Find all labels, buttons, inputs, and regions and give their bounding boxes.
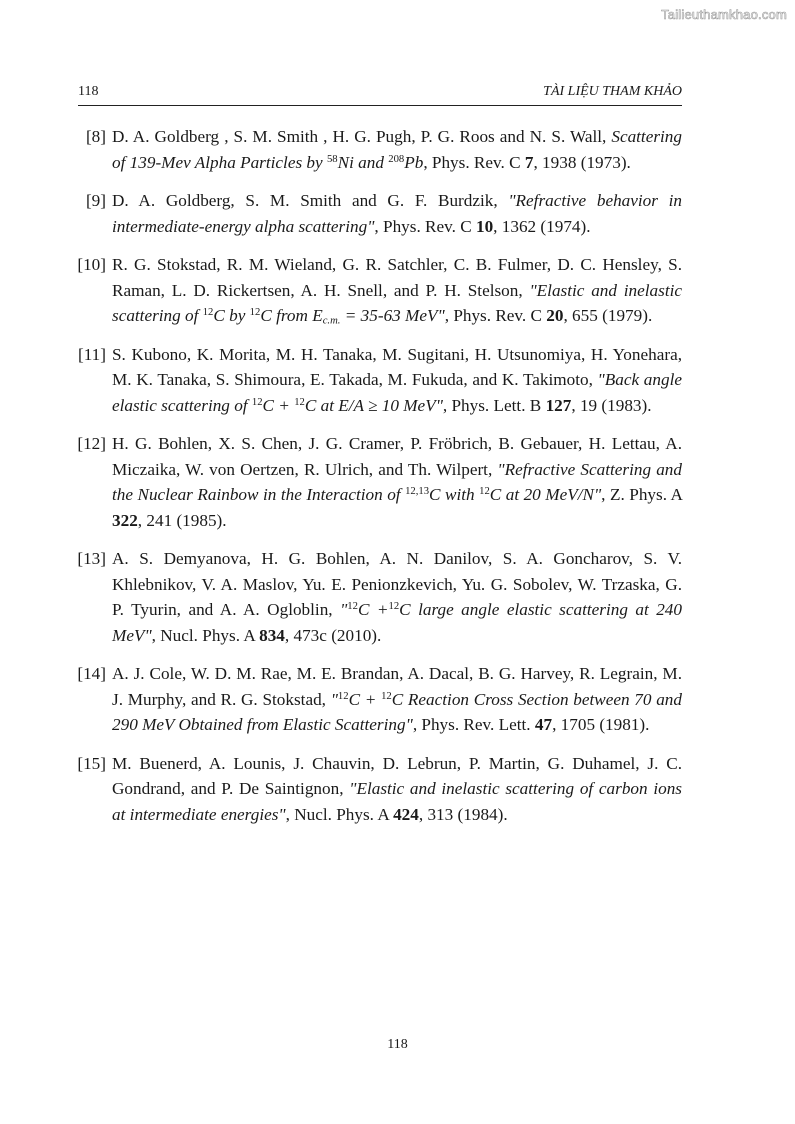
reference-text-fragment: , Phys. Rev. Lett. [412, 715, 535, 734]
reference-number: [8] [85, 127, 106, 146]
subscript: c.m. [322, 315, 341, 327]
reference-title-fragment: = 35-63 MeV" [340, 306, 445, 325]
reference-title-fragment: C + [348, 689, 382, 709]
reference-text-fragment: S. Kubono, K. Morita, M. H. Tanaka, M. Sugitani, H. Utsunomiya, H. Yonehara, M. K. Tanaka, S. Shimoura, E. Takada, M. Fukuda, and K. Takimoto, [112, 344, 682, 389]
volume-number: 127 [545, 395, 572, 415]
reference-item [76, 751, 682, 828]
reference-text-fragment: , 19 (1983). [571, 395, 652, 415]
reference-item [76, 124, 682, 175]
superscript: 12 [347, 601, 358, 613]
reference-title-fragment: Ni and [337, 152, 389, 172]
superscript: 12 [294, 396, 305, 408]
volume-number: 424 [393, 804, 419, 824]
reference-number: [11] [78, 344, 106, 364]
reference-text-fragment: A. S. Demyanova, H. G. Bohlen, A. N. Danilov, S. A. Goncharov, S. V. Khlebnikov, V. A. Maslov, Yu. E. Penionzkevich, Yu. G. Sobolev, W. Trzaska, G. P. Tyurin, and A. A. Ogloblin, [112, 549, 682, 619]
reference-title-fragment: C with [429, 485, 480, 504]
reference-text-fragment: M. Buenerd, A. Lounis, J. Chauvin, D. Lebrun, P. Martin, G. Duhamel, J. C. Gondrand, and P. De Saintignon, [112, 753, 682, 798]
reference-text-fragment: D. A. Goldberg , S. M. Smith , H. G. Pugh, P. G. Roos and N. S. Wall, [112, 127, 612, 146]
reference-number: [13] [77, 549, 106, 568]
reference-item [76, 342, 682, 419]
volume-number: 834 [259, 625, 285, 645]
superscript: 12 [381, 690, 392, 702]
superscript: 208 [388, 153, 405, 165]
watermark-text: Tailieuthamkhao.com [661, 7, 787, 22]
superscript: 12 [251, 396, 263, 408]
reference-text-fragment: , 241 (1985). [137, 510, 227, 530]
reference-text-fragment: , 1705 (1981). [552, 715, 650, 734]
volume-number: 7 [524, 152, 534, 172]
reference-text-fragment: , 1362 (1974). [493, 216, 591, 236]
reference-item [76, 661, 682, 738]
reference-title-fragment: C large angle elastic scattering at 240 MeV" [112, 600, 682, 645]
reference-item [76, 252, 682, 329]
reference-text [112, 345, 682, 415]
reference-title-fragment: C at 20 MeV/N" [489, 485, 602, 504]
reference-title-fragment: "Elastic and inelastic scattering of carbon ions at intermediate energies" [112, 779, 682, 824]
header-divider [78, 105, 682, 106]
reference-title-fragment: Pb [404, 152, 424, 172]
reference-title-fragment: "Elastic and inelastic scattering of [112, 280, 682, 325]
reference-title-fragment: "Refractive behavior in intermediate-energy alpha scattering" [112, 191, 682, 236]
page-header [78, 84, 682, 104]
reference-text-fragment: , 473c (2010). [284, 625, 382, 645]
reference-text [112, 434, 682, 530]
reference-text-fragment: A. J. Cole, W. D. M. Rae, M. E. Brandan, A. Dacal, B. G. Harvey, R. Legrain, M. J. Murphy, and R. G. Stokstad, [112, 664, 682, 709]
reference-text-fragment: , Nucl. Phys. A [285, 804, 394, 824]
reference-number: [12] [77, 434, 106, 453]
reference-text-fragment: , Z. Phys. A [601, 485, 682, 504]
reference-text-fragment: , 655 (1979). [563, 306, 653, 325]
reference-text-fragment: , 313 (1984). [418, 804, 508, 824]
reference-text-fragment: D. A. Goldberg, S. M. Smith and G. F. Burdzik, [112, 191, 509, 210]
page-footer-number: 118 [387, 1037, 408, 1052]
reference-text [112, 664, 682, 734]
reference-text-fragment: , 1938 (1973). [533, 152, 631, 172]
reference-title-fragment: C from E [260, 306, 323, 325]
superscript: 12 [202, 307, 214, 319]
reference-text-fragment: , Nucl. Phys. A [151, 625, 260, 645]
reference-number: [14] [77, 664, 106, 683]
reference-item [76, 188, 682, 239]
reference-title-fragment: " [330, 689, 338, 709]
superscript: 12 [337, 690, 349, 702]
reference-text [112, 191, 682, 236]
reference-title-fragment: "Refractive Scattering and the Nuclear Rainbow in the Interaction of [112, 459, 682, 504]
reference-text-fragment: R. G. Stokstad, R. M. Wieland, G. R. Satchler, C. B. Fulmer, D. C. Hensley, S. Raman, L. D. Rickertsen, A. H. Snell, and P. H. Stelson, [112, 255, 682, 300]
reference-title-fragment: C + [262, 395, 295, 415]
superscript: 12 [249, 307, 261, 319]
reference-title-fragment: Scattering of 139-Mev Alpha Particles by [112, 127, 682, 172]
volume-number: 47 [534, 715, 553, 734]
reference-number: [10] [77, 255, 106, 274]
superscript: 12 [388, 601, 400, 613]
reference-number: [15] [77, 753, 106, 773]
reference-text-fragment: , Phys. Lett. B [442, 395, 546, 415]
reference-title-fragment: "Back angle elastic scattering of [112, 370, 682, 415]
reference-text [112, 754, 682, 824]
reference-title-fragment: C at E/A ≥ 10 MeV" [304, 395, 443, 415]
reference-text [112, 127, 682, 172]
reference-text [112, 255, 682, 325]
reference-item [76, 431, 682, 533]
reference-title-fragment: C by [213, 306, 250, 325]
reference-item [76, 546, 682, 648]
reference-text [112, 549, 682, 645]
volume-number: 20 [546, 306, 564, 325]
header-page-number: 118 [78, 84, 99, 99]
running-title: TÀI LIỆU THAM KHẢO [543, 84, 682, 99]
reference-list [76, 124, 682, 840]
reference-title-fragment: " [340, 600, 348, 619]
reference-number: [9] [85, 191, 106, 210]
superscript: 58 [326, 153, 338, 165]
reference-title-fragment: C Reaction Cross Section between 70 and 290 MeV Obtained from Elastic Scattering" [112, 689, 682, 734]
superscript: 12 [479, 486, 490, 498]
reference-text-fragment: , Phys. Rev. C [444, 306, 547, 325]
reference-title-fragment: C + [357, 600, 389, 619]
volume-number: 322 [112, 510, 138, 530]
reference-text-fragment: , Phys. Rev. C [423, 152, 525, 172]
volume-number: 10 [475, 216, 494, 236]
reference-text-fragment: H. G. Bohlen, X. S. Chen, J. G. Cramer, P. Fröbrich, B. Gebauer, H. Lettau, A. Miczaika, W. von Oertzen, R. Ulrich, and Th. Wilpert, [112, 434, 682, 479]
superscript: 12,13 [405, 486, 430, 498]
reference-text-fragment: , Phys. Rev. C [374, 216, 476, 236]
